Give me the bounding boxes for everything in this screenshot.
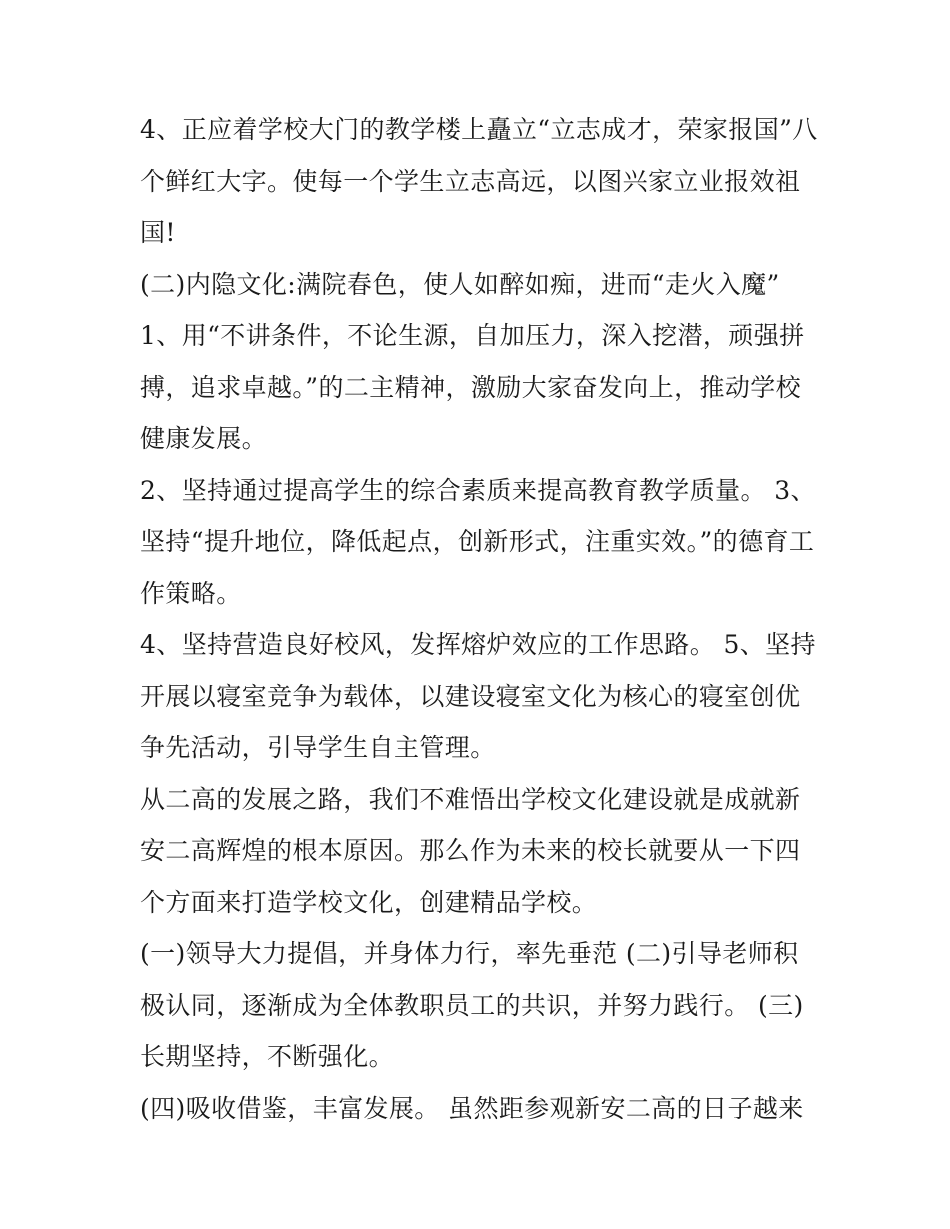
paragraph-quality-moral-strategy: 2、坚持通过提高学生的综合素质来提高教育教学质量。 3、坚持“提升地位，降低起点，创新形式，注重实效。”的德育工作策略。 [140, 475, 816, 608]
paragraph-leadership-points: (一)领导大力提倡，并身体力行，率先垂范 (二)引导老师积极认同，逐渐成为全体教职员工的共识，并努力践行。 (三)长期坚持，不断强化。 [140, 939, 804, 1071]
paragraph-school-spirit-dorm: 4、坚持营造良好校风，发挥熔炉效应的工作思路。 5、坚持开展以寝室竞争为载体，以建设寝室文化为核心的寝室创优争先活动，引导学生自主管理。 [140, 630, 816, 762]
paragraph-hidden-culture-heading: (二)内隐文化:满院春色，使人如醉如痴，进而“走火入魔” [140, 269, 780, 299]
paragraph-spirit: 1、用“不讲条件，不论生源，自加压力，深入挖潜，顽强拼搏，追求卓越。”的二主精神，激励大家奋发向上，推动学校健康发展。 [140, 321, 805, 453]
paragraph-development-path: 从二高的发展之路，我们不难悟出学校文化建设就是成就新安二高辉煌的根本原因。那么作为未来的校长就要从一下四个方面来打造学校文化，创建精品学校。 [140, 784, 801, 917]
document-body [140, 104, 820, 1134]
paragraph-motto-building: 4、正应着学校大门的教学楼上矗立“立志成才，荣家报国”八个鲜红大字。使每一个学生立志高远，以图兴家立业报效祖国! [140, 115, 818, 247]
paragraph-absorb-develop: (四)吸收借鉴，丰富发展。 虽然距参观新安二高的日子越来 [140, 1093, 804, 1123]
